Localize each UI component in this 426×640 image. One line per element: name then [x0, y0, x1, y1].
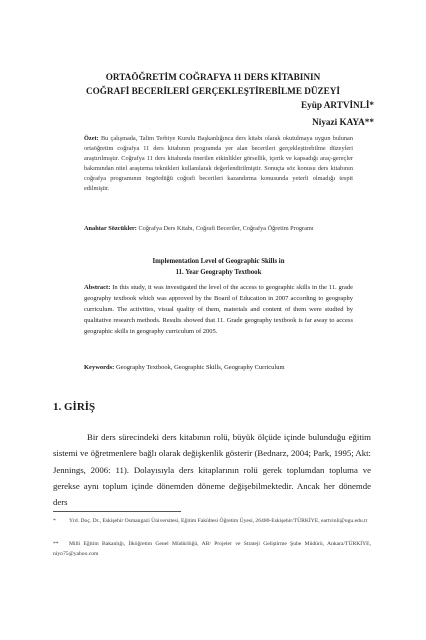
author-1: Eyüp ARTVİNLİ* — [301, 100, 374, 110]
turkish-keywords-label: Anahtar Sözcükler: — [84, 225, 137, 232]
english-keywords — [84, 362, 353, 373]
english-title — [84, 256, 353, 278]
body-paragraph — [53, 429, 371, 510]
english-keywords-text: Geography Textbook, Geographic Skills, Geography Curriculum — [115, 364, 285, 371]
english-title-line-1: Implementation Level of Geographic Skills in — [152, 258, 285, 265]
english-abstract-text: In this study, it was investigated the level of the access to geographic skills in the 11. grade geography textbook which was approved by the Board of Education in 2007 according to geography curriculum. The activities, visual quality of them, materials and content of them were studied by qualitative research methods. Results showed that 11. Grade geography textbook is far away to access geographic skills in geography curriculum of 2005. — [84, 284, 353, 336]
paper-title — [40, 70, 386, 98]
paper-title-line-2: COĞRAFİ BECERİLERİ GERÇEKLEŞTİREBİLME DÜZEYİ — [86, 86, 340, 96]
footnote-1-mark: * — [53, 518, 56, 524]
footnote-1 — [53, 516, 371, 526]
english-title-line-2: 11. Year Geography Textbook — [175, 269, 262, 276]
footnote-1-text: Yrd. Doç. Dr., Eskişehir Osmangazi Üniversitesi, Eğitim Fakültesi Öğretim Üyesi, 26480-Eskişehir/TÜRKİYE, eartvinli@ogu.edu.tr — [69, 518, 368, 524]
english-abstract-label: Abstract: — [84, 284, 111, 291]
body-paragraph-text: Bir ders sürecindeki ders kitabının rolü, büyük ölçüde içinde bulunduğu eğitim sistemi ve öğretmenlere bağlı olarak değişkenlik gösterir (Bednarz, 2004; Park, 1995; Akt: Jennings, 2006: 11). Dolayısıyla ders kitaplarının rolü gerek toplumdan topluma ve gerekse aynı toplum içinde dönemden döneme değişebilmektedir. Ancak her dönemde ders — [53, 432, 371, 508]
turkish-keywords — [84, 224, 353, 234]
turkish-abstract-text: Bu çalışmada, Talim Terbiye Kurulu Başkanlığınca ders kitabı olarak okutulmaya uygun bulunan ortaöğretim coğrafya 11 ders kitabının programda yer alan becerileri gerçekleştirebilme düzeyleri araştırılmıştır. Coğrafya 11 ders kitabında önerilen etkinlikler görsellik, içerik ve kapsadığı araç-gereçler bakımından nitel araştırma teknikleri kullanılarak değerlendirilmiştir. Sonuçta söz konusu ders kitabının coğrafya programının öngördüğü coğrafi becerileri kazandırma konusunda yeterli olmadığı tespit edilmiştir. — [84, 135, 353, 192]
footnote-2-mark: ** — [53, 541, 59, 547]
english-abstract — [84, 282, 353, 337]
turkish-keywords-text: Coğrafya Ders Kitabı, Coğrafi Beceriler, Coğrafya Öğretim Programı — [138, 225, 314, 232]
turkish-abstract — [84, 134, 353, 193]
turkish-abstract-label: Özet: — [84, 135, 99, 142]
footnote-divider — [53, 511, 181, 512]
section-heading: 1. GİRİŞ — [53, 401, 96, 413]
english-keywords-label: Keywords: — [84, 364, 115, 371]
footnote-2 — [53, 539, 371, 559]
paper-title-line-1: ORTAÖĞRETİM COĞRAFYA 11 DERS KİTABININ — [105, 72, 321, 82]
footnote-2-text: Milli Eğitim Bakanlığı, İlköğretim Genel Müdürlüğü, AB/ Projeler ve Strateji Geliştirme Şube Müdürü, Ankara/TÜRKİYE, niyo75@yahoo.com — [53, 541, 371, 558]
author-2: Niyazi KAYA** — [312, 117, 374, 127]
